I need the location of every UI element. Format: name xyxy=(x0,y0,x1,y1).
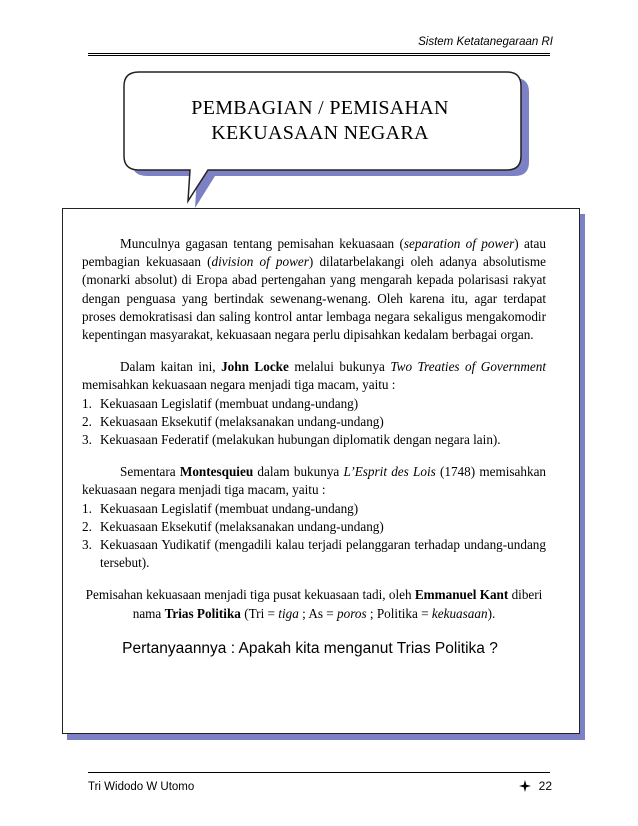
list-item: 1. Kekuasaan Legislatif (membuat undang-undang) xyxy=(82,500,359,516)
text-run: Dalam kaitan ini, xyxy=(120,359,222,375)
text-run: ) atau pembagian kekuasaan ( xyxy=(82,236,547,270)
closing-question: Pertanyaannya : Apakah kita menganut Trias Politika ? xyxy=(122,639,498,657)
paragraph-trias-politika: Pemisahan kekuasaan menjadi tiga pusat kekuasaan tadi, oleh Emmanuel Kant diberi nama Trias Politika (Tri = tiga ; As = poros ; Politika = kekuasaan). xyxy=(85,587,543,621)
page-title xyxy=(120,96,520,146)
paragraph-intro xyxy=(82,235,546,344)
text-run: Munculnya gagasan tentang pemisahan kekuasaan ( xyxy=(120,236,404,251)
page-number: 22 xyxy=(538,779,552,793)
name-bold: Emmanuel Kant xyxy=(414,587,509,603)
name-bold: John Locke xyxy=(221,359,289,375)
diamond-bullet-icon xyxy=(519,780,531,792)
montesquieu-list xyxy=(82,500,546,573)
term-italic: division of power xyxy=(211,254,309,270)
text-run: Sementara xyxy=(120,464,180,480)
text-run: melalui bukunya xyxy=(288,359,391,375)
list-item: 3. Kekuasaan Federatif (melakukan hubungan diplomatik dengan negara lain). xyxy=(82,432,501,448)
text-run: (1748) memisahkan kekuasaan negara menjadi tiga macam, yaitu : xyxy=(82,464,547,498)
content-text xyxy=(82,235,546,659)
book-title-italic: Two Treaties of Government xyxy=(390,359,546,375)
footer-author: Tri Widodo W Utomo xyxy=(88,781,195,793)
locke-list xyxy=(82,395,546,450)
term-italic: separation of power xyxy=(403,236,515,251)
paragraph-locke xyxy=(82,358,546,394)
text-run: dalam bukunya xyxy=(253,464,344,480)
title-line-2: KEKUASAAN NEGARA xyxy=(211,122,429,144)
text-run: memisahkan kekuasaan negara menjadi tiga macam, yaitu : xyxy=(82,377,396,393)
title-callout xyxy=(0,0,638,220)
list-item: 2. Kekuasaan Eksekutif (melaksanakan undang-undang) xyxy=(82,518,384,534)
text-run: ) dilatarbelakangi oleh adanya absolutisme (monarki absolut) di Eropa abad pertengahan yang mengarah kepada polarisasi rakyat dengan penguasa yang bertindak sewenang-wenang. Oleh karena itu, agar terdapat proses demokratisasi dan saling kontrol antar lembaga negara sekaligus mengakomodir kepentingan masyarakat, kekuasaan negara perlu dipisahkan kedalam berbagai organ. xyxy=(82,254,546,343)
title-line-1: PEMBAGIAN / PEMISAHAN xyxy=(191,97,449,119)
running-header: Sistem Ketatanegaraan RI xyxy=(418,36,553,48)
book-title-italic: L’Esprit des Lois xyxy=(343,464,436,480)
term-bold: Trias Politika xyxy=(164,605,241,621)
name-bold: Montesquieu xyxy=(179,464,254,480)
list-item: 2. Kekuasaan Eksekutif (melaksanakan undang-undang) xyxy=(82,413,384,429)
footer-page xyxy=(519,779,552,793)
list-item: 3. Kekuasaan Yudikatif (mengadili kalau terjadi pelanggaran terhadap undang-undang tersebut). xyxy=(82,537,546,571)
list-item: 1. Kekuasaan Legislatif (membuat undang-undang) xyxy=(82,395,359,411)
paragraph-montesquieu xyxy=(82,463,546,499)
footer-rule xyxy=(88,772,550,773)
